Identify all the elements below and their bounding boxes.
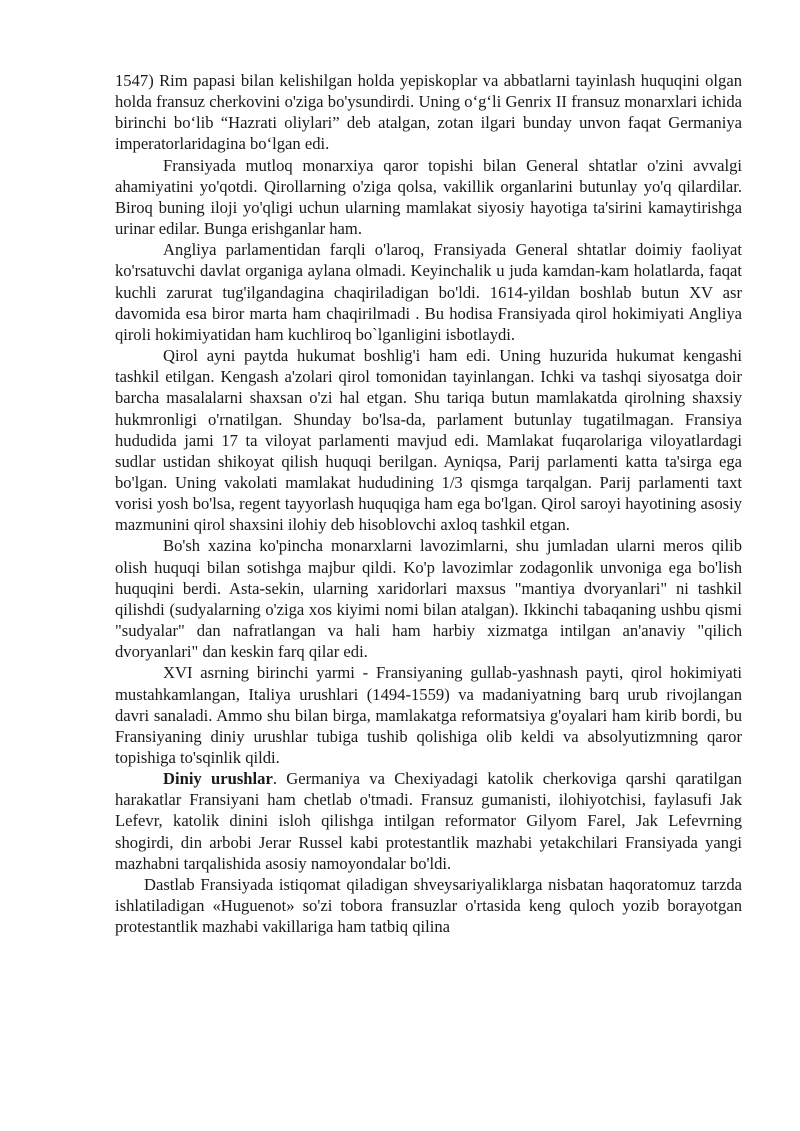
paragraph-4: Qirol ayni paytda hukumat boshlig'i ham edi. Uning huzurida hukumat kengashi tashkil etilgan. Kengash a'zolari qirol tomonidan tayinlangan. Ichki va tashqi siyosatga doir barcha masalalarni shaxsan o'zi hal etgan. Shu tariqa butun mamlakatda qirolning shaxsiy hukmronligi o'rnatilgan. Shunday bo'lsa-da, parlament butunlay tugatilmagan. Fransiya hududida jami 17 ta viloyat parlamenti mavjud edi. Mamlakat fuqarolariga viloyatlardagi sudlar ustidan shikoyat qilish huquqi berilgan. Ayniqsa, Parij parlamenti katta ta'sirga ega bo'lgan. Uning vakolati mamlakat hududining 1/3 qismga tarqalgan. Parij parlamenti taxt vorisi yosh bo'lsa, regent tayyorlash huquqiga ham ega bo'lgan. Qirol saroyi hayotining asosiy mazmunini qirol shaxsini ilohiy deb hisoblovchi axloq tashkil etgan. [115,346,742,535]
paragraph-2: Fransiyada mutloq monarxiya qaror topishi bilan General shtatlar o'zini avvalgi ahamiyatini yo'qotdi. Qirollarning o'ziga qolsa, vakillik organlarini butunlay yo'q qilardilar. Biroq buning iloji yo'qligi uchun ularning mamlakat siyosiy hayotiga ta'sirini kamaytirishga urinar edilar. Bunga erishganlar ham. [115,155,742,239]
paragraph-7-body: . Germaniya va Chexiyadagi katolik cherkoviga qarshi qaratilgan harakatlar Fransiyani ham chetlab o'tmadi. Fransuz gumanisti, ilohiyotchisi, faylasufi Jak Lefevr, katolik dinini isloh qilishga intilgan reformator Gilyom Farel, Jak Lefevrning shogirdi, din arbobi Jerar Russel kabi protestantlik mazhabi yetakchilari Fransiyada yangi mazhabni tarqalishida asosiy namoyondalar bo'ldi. [115,769,742,873]
paragraph-3: Angliya parlamentidan farqli o'laroq, Fransiyada General shtatlar doimiy faoliyat ko'rsatuvchi davlat organiga aylana olmadi. Keyinchalik u juda kamdan-kam holatlarda, faqat kuchli zarurat tug'ilgandagina chaqiriladigan bo'ldi. 1614-yildan boshlab butun XV asr davomida esa biror marta ham chaqirilmadi . Bu hodisa Fransiyada qirol hokimiyati Angliya qiroli hokimiyatidan ham kuchliroq bo`lganligini isbotlaydi. [115,240,742,344]
paragraph-5: Bo'sh xazina ko'pincha monarxlarni lavozimlarni, shu jumladan ularni meros qilib olish huquqi bilan sotishga majbur qildi. Ko'p lavozimlar zodagonlik unvoniga ega bo'lish huquqini berdi. Asta-sekin, ularning xaridorlari maxsus "mantiya dvoryanlari" ni tashkil qilishdi (sudyalarning o'ziga xos kiyimi nomi bilan atalgan). Ikkinchi tabaqaning ushbu qismi "sudyalar" dan nafratlangan va hali ham harbiy xizmatga intilgan an'anaviy "qilich dvoryanlari" dan keskin farq qilar edi. [115,536,742,662]
paragraph-6: XVI asrning birinchi yarmi - Fransiyaning gullab-yashnash payti, qirol hokimiyati mustahkamlangan, Italiya urushlari (1494-1559) va madaniyatning barq urub rivojlangan davri sanaladi. Ammo shu bilan birga, mamlakatga reformatsiya g'oyalari ham kirib bordi, bu Fransiyaning diniy urushlar tubiga tushib qolishiga olib keldi va absolyutizmning qaror topishiga to'sqinlik qildi. [115,663,742,767]
document-page [115,70,742,937]
section-heading: Diniy urushlar [163,769,273,789]
paragraph-8: Dastlab Fransiyada istiqomat qiladigan shveysariyaliklarga nisbatan haqoratomuz tarzda ishlatiladigan «Huguenot» so'zi tobora fransuzlar o'rtasida keng quloch yozib borayotgan protestantlik mazhabi vakillariga ham tatbiq qilina [115,874,742,937]
paragraph-1: 1547) Rim papasi bilan kelishilgan holda yepiskoplar va abbatlarni tayinlash huquqini olgan holda fransuz cherkovini o'ziga bo'ysundirdi. Uning o‘g‘li Genrix II fransuz monarxlari ichida birinchi bo‘lib “Hazrati oliylari” deb atalgan, zotan ilgari bunday unvon faqat Germaniya imperatorlaridagina bo‘lgan edi. [115,71,742,154]
paragraph-7 [115,768,742,874]
